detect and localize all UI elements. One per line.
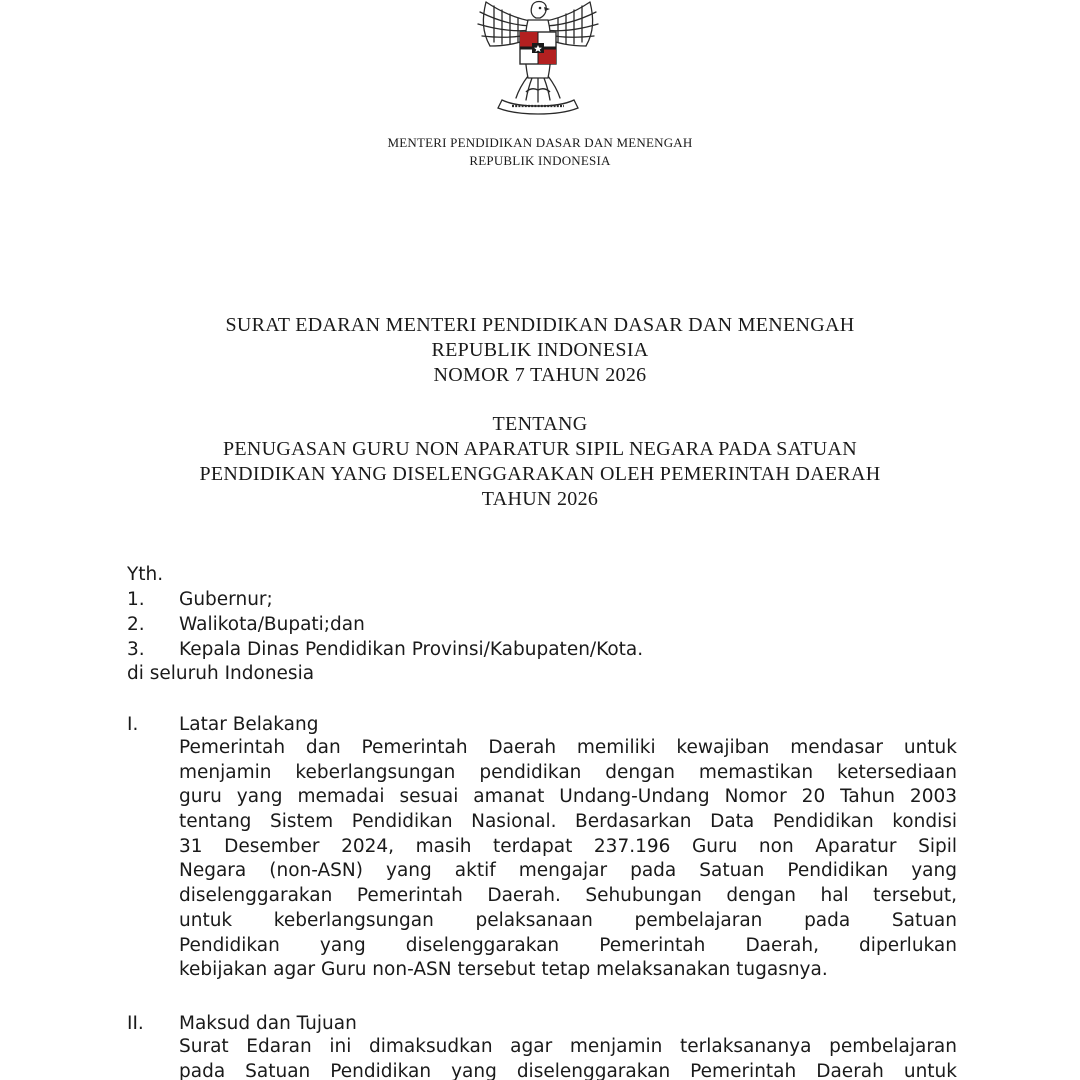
title-line: NOMOR 7 TAHUN 2026 — [433, 364, 647, 386]
garuda-pancasila-emblem-icon — [474, 0, 602, 116]
section-heading: Maksud dan Tujuan — [179, 1013, 357, 1034]
list-item: Gubernur; — [179, 589, 273, 610]
paragraph-line: Negara (non-ASN) yang aktif mengajar pada Satuan Pendidikan yang — [179, 860, 957, 882]
section-heading: Latar Belakang — [179, 714, 319, 735]
paragraph-line: untuk keberlangsungan pelaksanaan pembelajaran pada Satuan — [179, 909, 957, 931]
addressee-location: di seluruh Indonesia — [127, 663, 315, 684]
subject-line: PENUGASAN GURU NON APARATUR SIPIL NEGARA PADA SATUAN — [222, 438, 858, 460]
list-item-number: 2. — [127, 614, 145, 635]
ministry-country: REPUBLIK INDONESIA — [469, 153, 611, 168]
title-line: SURAT EDARAN MENTERI PENDIDIKAN DASAR DAN MENENGAH — [225, 314, 855, 336]
paragraph-line: tentang Sistem Pendidikan Nasional. Berdasarkan Data Pendidikan kondisi — [179, 811, 957, 833]
section-number: II. — [127, 1013, 144, 1034]
document-subject — [0, 412, 1080, 512]
section-number: I. — [127, 714, 139, 735]
paragraph-line: pada Satuan Pendidikan yang diselenggarakan Pemerintah Daerah untuk — [179, 1060, 957, 1080]
paragraph-line: 31 Desember 2024, masih terdapat 237.196 Guru non Aparatur Sipil — [179, 835, 957, 857]
list-item: Kepala Dinas Pendidikan Provinsi/Kabupaten/Kota. — [179, 639, 644, 660]
paragraph-line: guru yang memadai sesuai amanat Undang-Undang Nomor 20 Tahun 2003 — [179, 786, 957, 808]
list-item-number: 3. — [127, 639, 145, 660]
document-title — [0, 313, 1080, 388]
paragraph-line: Pemerintah dan Pemerintah Daerah memiliki kewajiban mendasar untuk — [179, 737, 957, 758]
section-paragraph — [179, 1035, 957, 1080]
list-item: Walikota/Bupati;dan — [179, 614, 365, 635]
paragraph-line: Surat Edaran ini dimaksudkan agar menjamin terlaksananya pembelajaran — [179, 1036, 957, 1057]
paragraph-line: Pendidikan yang diselenggarakan Pemerintah Daerah, diperlukan — [179, 934, 957, 956]
ministry-name: MENTERI PENDIDIKAN DASAR DAN MENENGAH — [387, 135, 693, 150]
section-paragraph — [179, 736, 957, 983]
paragraph-line: kebijakan agar Guru non-ASN tersebut tetap melaksanakan tugasnya. — [179, 959, 828, 981]
salutation: Yth. — [127, 564, 164, 585]
list-item-number: 1. — [127, 589, 145, 610]
title-line: REPUBLIK INDONESIA — [431, 339, 649, 361]
subject-line: TAHUN 2026 — [481, 488, 599, 510]
paragraph-line: diselenggarakan Pemerintah Daerah. Sehubungan dengan hal tersebut, — [179, 885, 957, 907]
subject-line: PENDIDIKAN YANG DISELENGGARAKAN OLEH PEMERINTAH DAERAH — [199, 463, 881, 485]
paragraph-line: menjamin keberlangsungan pendidikan dengan memastikan ketersediaan — [179, 761, 957, 783]
subject-label: TENTANG — [492, 413, 588, 435]
